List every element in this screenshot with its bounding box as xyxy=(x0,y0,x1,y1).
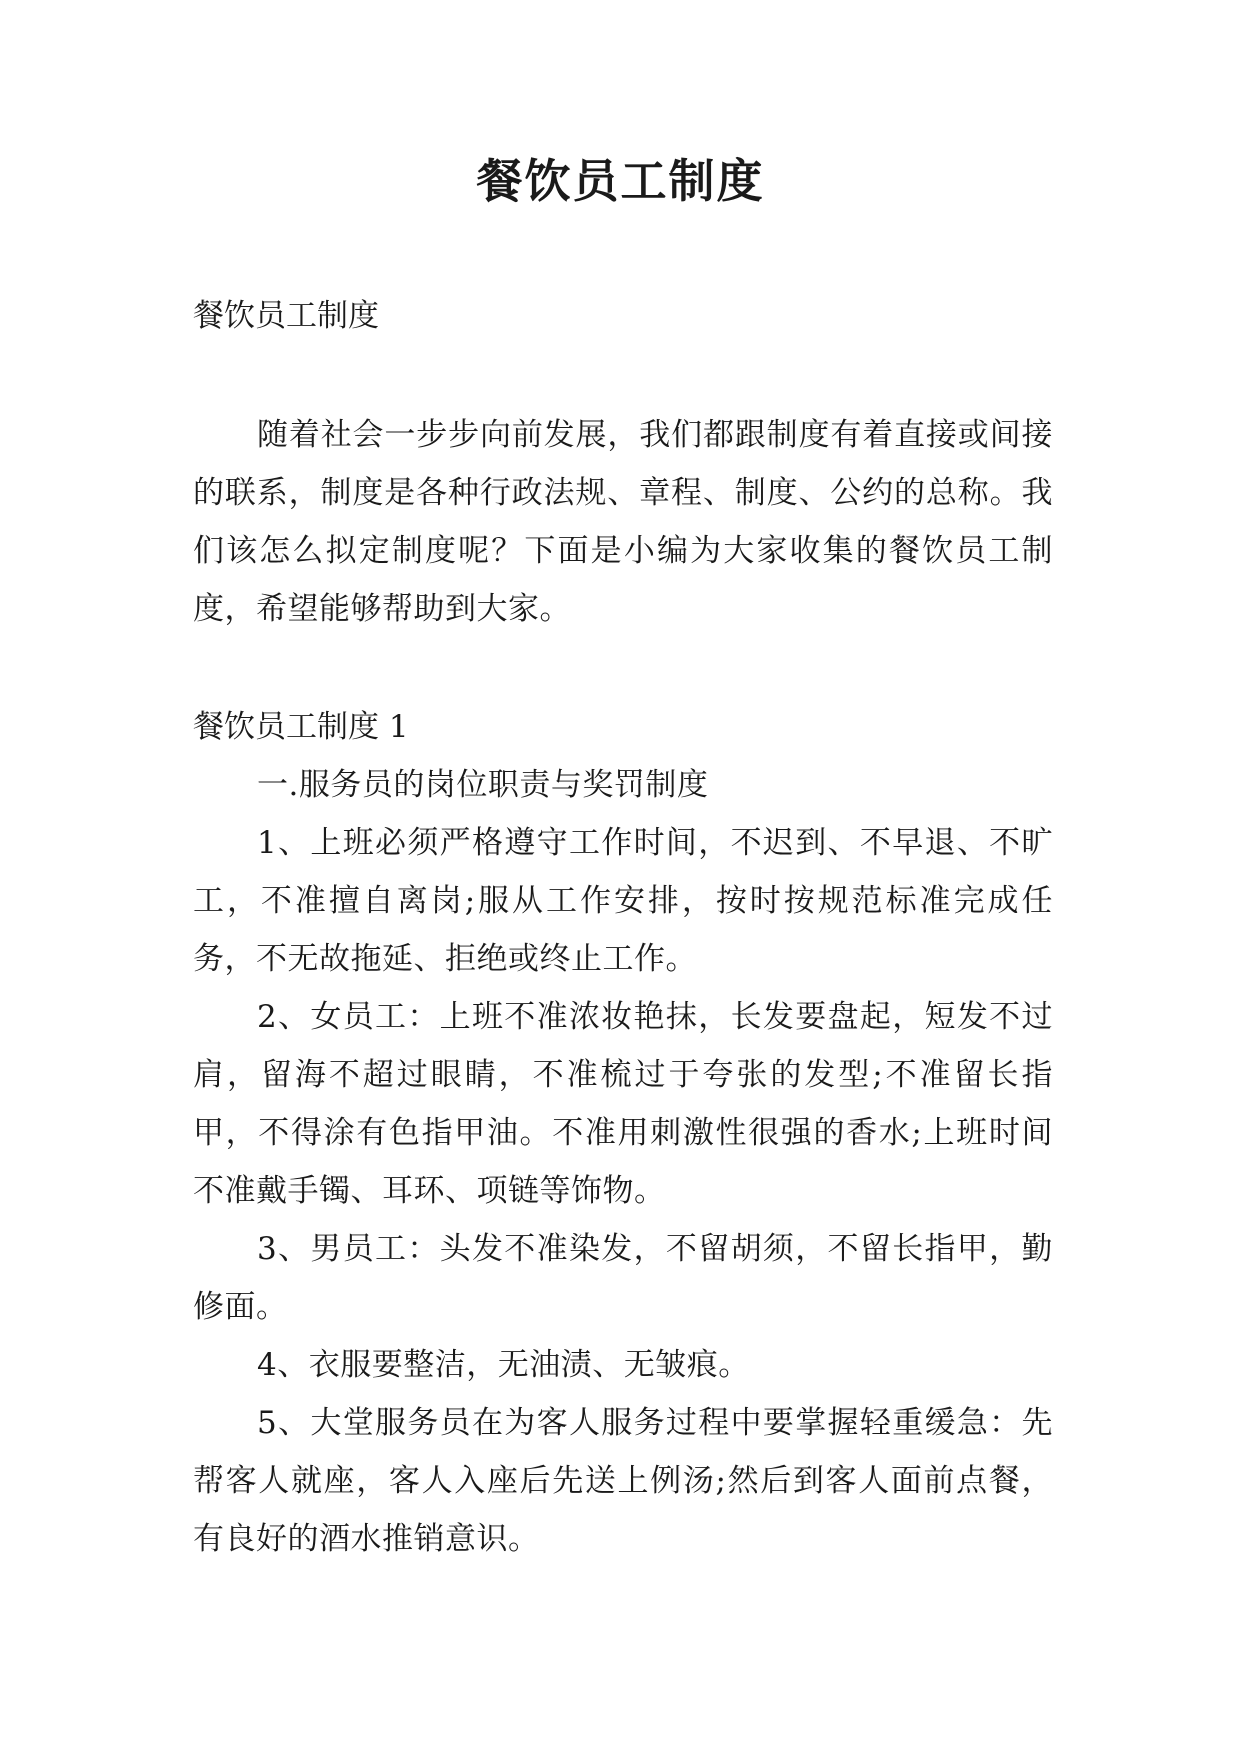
rule-heading: 一.服务员的岗位职责与奖罚制度 xyxy=(257,767,709,803)
document-subtitle: 餐饮员工制度 xyxy=(193,298,379,334)
section-heading: 餐饮员工制度 1 xyxy=(193,709,409,745)
rules-list xyxy=(193,756,1053,1568)
rule-item-1: 1、上班必须严格遵守工作时间，不迟到、不早退、不旷工，不准擅自离岗;服从工作安排，按时按规范标准完成任务，不无故拖延、拒绝或终止工作。 xyxy=(193,825,1053,977)
rule-item-2: 2、女员工：上班不准浓妆艳抹，长发要盘起，短发不过肩，留海不超过眼睛，不准梳过于夸张的发型;不准留长指甲，不得涂有色指甲油。不准用刺激性很强的香水;上班时间不准戴手镯、耳环、项链等饰物。 xyxy=(193,999,1053,1209)
rule-item-4: 4、衣服要整洁，无油渍、无皱痕。 xyxy=(257,1347,750,1383)
rule-item-5: 5、大堂服务员在为客人服务过程中要掌握轻重缓急：先帮客人就座，客人入座后先送上例汤;然后到客人面前点餐，有良好的酒水推销意识。 xyxy=(193,1405,1053,1557)
intro-paragraph: 随着社会一步步向前发展，我们都跟制度有着直接或间接的联系，制度是各种行政法规、章程、制度、公约的总称。我们该怎么拟定制度呢？下面是小编为大家收集的餐饮员工制度，希望能够帮助到大家。 xyxy=(193,417,1053,627)
rule-item-3: 3、男员工：头发不准染发，不留胡须，不留长指甲，勤修面。 xyxy=(193,1231,1053,1325)
document-title: 餐饮员工制度 xyxy=(476,154,765,208)
